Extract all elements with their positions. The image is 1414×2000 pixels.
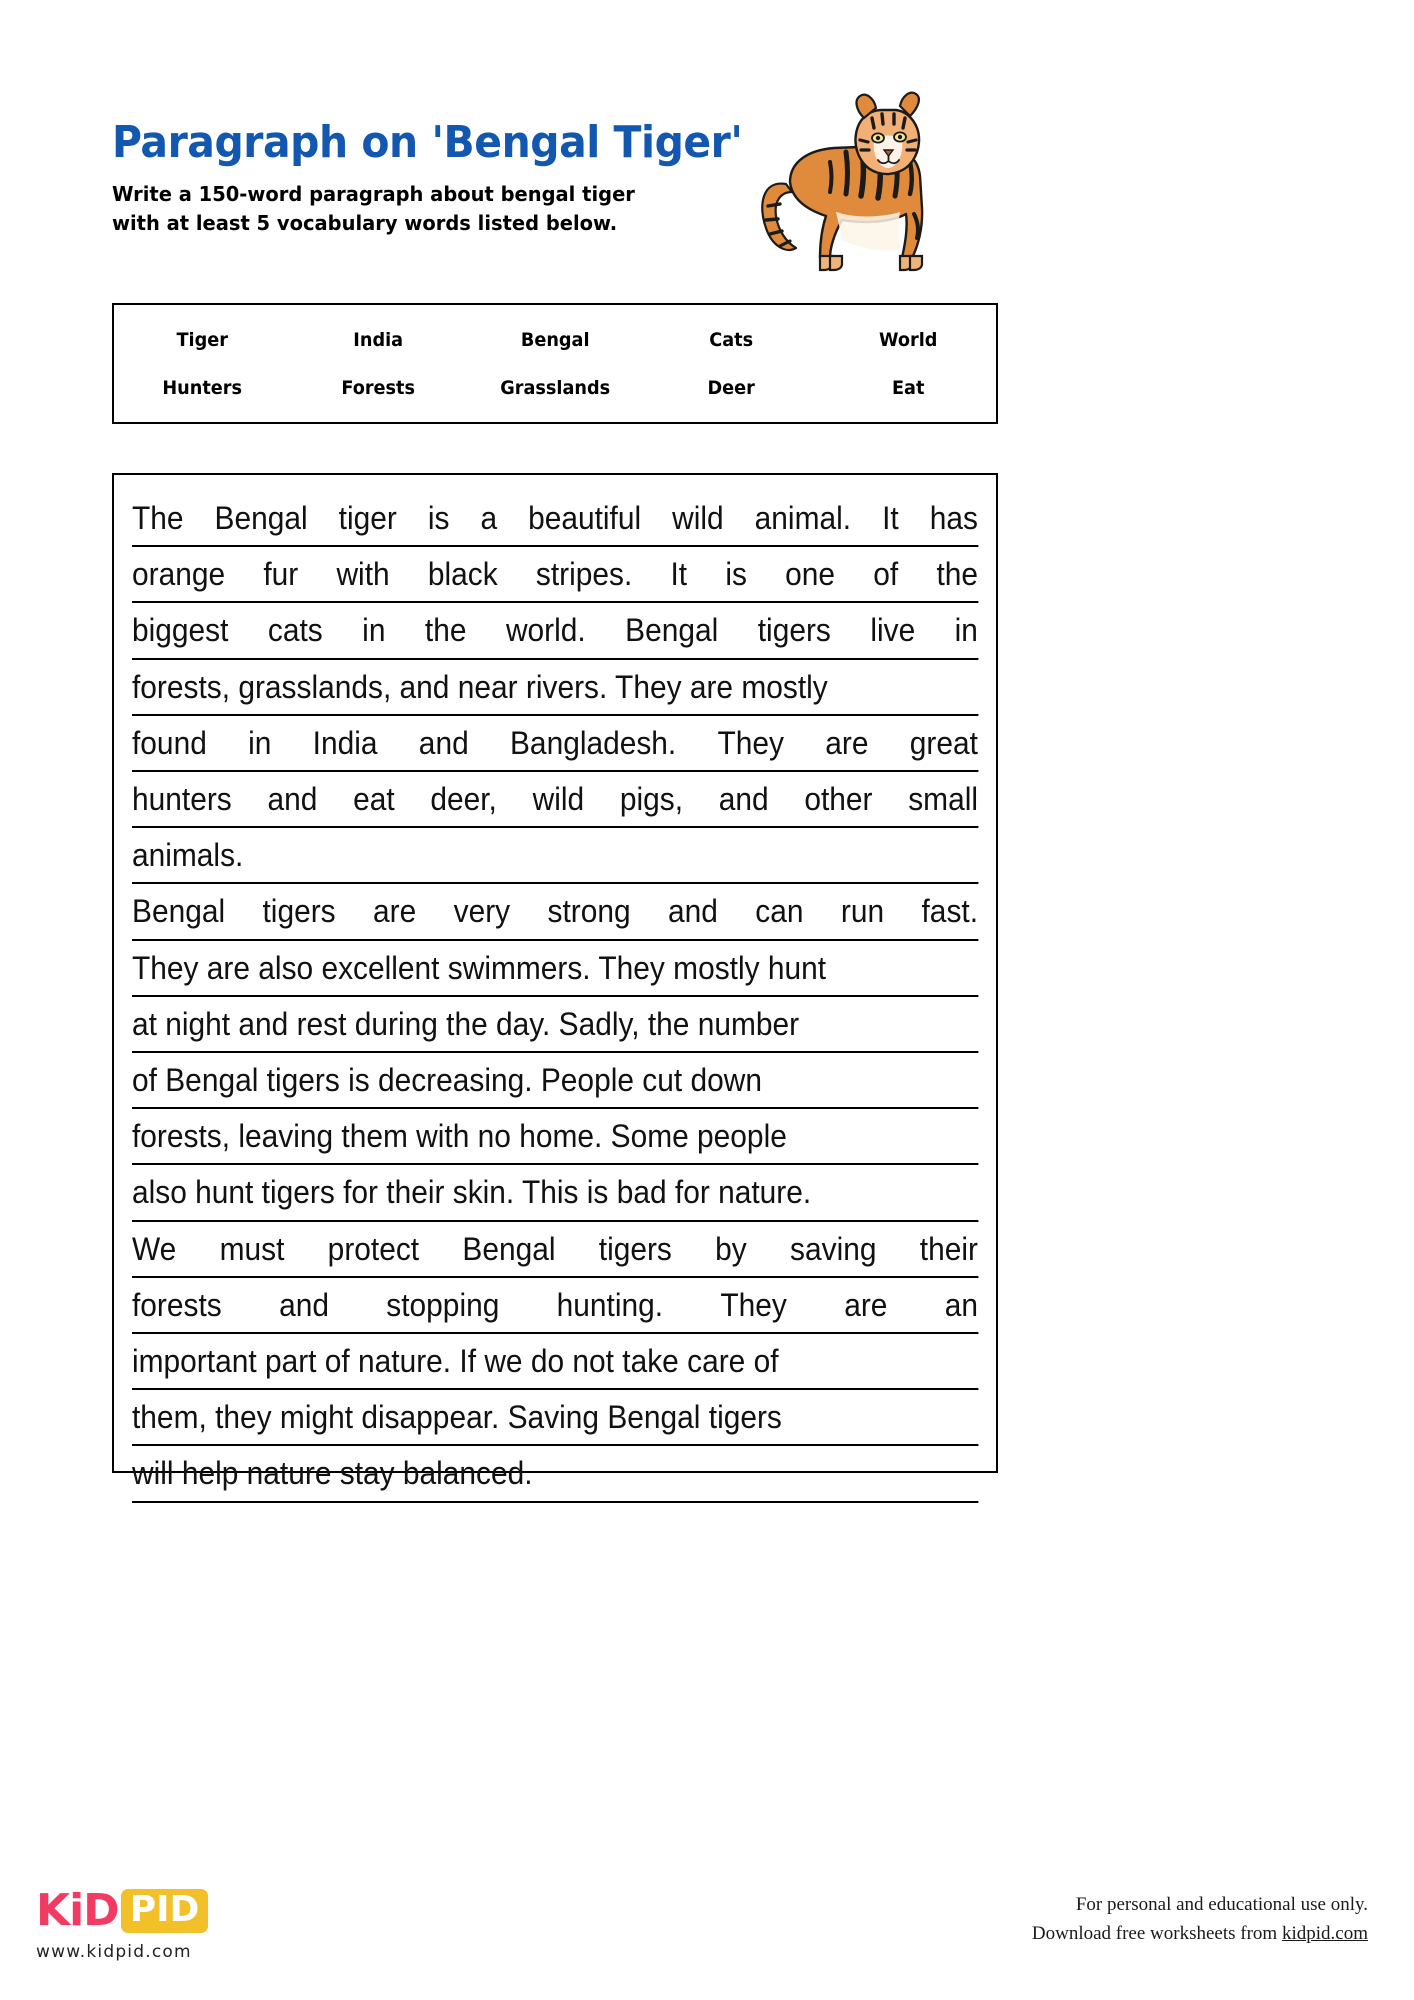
paragraph-word: protect — [327, 1230, 420, 1267]
paragraph-word: and — [279, 1286, 329, 1323]
paragraph-word: world. — [505, 612, 586, 649]
paragraph-word: is — [427, 500, 450, 536]
vocabulary-word: Bengal — [520, 328, 590, 351]
paragraph-word: beautiful — [528, 500, 642, 536]
paragraph-word: wild — [532, 781, 585, 818]
paragraph-word: tiger — [338, 500, 397, 536]
paragraph-word: Bengal — [214, 500, 308, 536]
paragraph-line: animals. — [132, 828, 978, 884]
footer-usage-note — [1032, 1890, 1368, 1949]
paragraph-word: a — [480, 500, 498, 536]
paragraph-word: wild — [672, 500, 724, 536]
paragraph-line: forests, leaving them with no home. Some people — [132, 1109, 978, 1165]
paragraph-word: and — [418, 724, 469, 761]
paragraph-line — [132, 547, 978, 603]
paragraph-word: We — [132, 1230, 177, 1267]
paragraph-word: live — [870, 612, 916, 649]
vocabulary-word: Grasslands — [500, 376, 610, 399]
vocabulary-word: Deer — [707, 376, 756, 399]
kidpid-logo — [36, 1885, 208, 1962]
paragraph-line — [132, 603, 978, 659]
paragraph-word: can — [755, 893, 804, 930]
paragraph-word: are — [373, 893, 417, 930]
paragraph-word: biggest — [132, 612, 229, 649]
logo-text-kid: KiD — [36, 1885, 119, 1936]
vocabulary-word: Forests — [341, 376, 416, 399]
paragraph-word: stopping — [386, 1286, 500, 1323]
paragraph-word: and — [668, 893, 718, 930]
paragraph-line — [132, 491, 978, 547]
kidpid-link[interactable]: kidpid.com — [1281, 1923, 1368, 1945]
vocabulary-word: World — [878, 328, 938, 351]
paragraph-word: cats — [267, 612, 323, 649]
paragraph-word: strong — [547, 893, 631, 930]
paragraph-word: great — [909, 724, 978, 761]
paragraph-word: Bengal — [625, 612, 719, 649]
paragraph-word: of — [873, 556, 899, 593]
paragraph-word: is — [725, 556, 747, 593]
paragraph-word: hunters — [132, 781, 232, 818]
paragraph-line: of Bengal tigers is decreasing. People cut down — [132, 1053, 978, 1109]
paragraph-line: will help nature stay balanced. — [132, 1446, 978, 1502]
paragraph-word: has — [929, 500, 978, 536]
footer-note-line-2 — [1032, 1919, 1368, 1948]
vocabulary-word: India — [353, 328, 404, 351]
paragraph-word: They — [717, 724, 785, 761]
paragraph-word: tigers — [262, 893, 336, 930]
paragraph-word: pigs, — [619, 781, 684, 818]
instructions-text: Write a 150-word paragraph about bengal tiger with at least 5 vocabulary words listed below. — [112, 182, 635, 236]
paragraph-word: the — [424, 612, 467, 649]
paragraph-word: orange — [132, 556, 226, 593]
paragraph-word: tigers — [757, 612, 831, 649]
paragraph-word: very — [453, 893, 511, 930]
paragraph-line: forests, grasslands, and near rivers. They are mostly — [132, 660, 978, 716]
paragraph-line — [132, 716, 978, 772]
paragraph-word: must — [219, 1230, 285, 1267]
vocabulary-word: Tiger — [176, 328, 228, 351]
logo-mark — [36, 1885, 208, 1936]
paragraph-word: their — [919, 1230, 978, 1267]
paragraph-word: fast. — [921, 893, 979, 930]
page-footer — [0, 1880, 1414, 2000]
paragraph-word: and — [267, 781, 318, 818]
paragraph-word: They — [720, 1286, 787, 1323]
paragraph-answer-area[interactable] — [112, 473, 998, 1492]
paragraph-word: deer, — [430, 781, 497, 818]
paragraph-word: are — [844, 1286, 888, 1323]
paragraph-line: at night and rest during the day. Sadly, the number — [132, 997, 978, 1053]
paragraph-word: fur — [263, 556, 299, 593]
paragraph-line — [132, 1222, 978, 1278]
paragraph-word: one — [785, 556, 836, 593]
paragraph-word: found — [132, 724, 207, 761]
paragraph-word: black — [427, 556, 498, 593]
paragraph-line: They are also excellent swimmers. They mostly hunt — [132, 941, 978, 997]
paragraph-word: in — [362, 612, 386, 649]
footer-note-line-1: For personal and educational use only. — [1075, 1894, 1368, 1915]
paragraph-word: in — [248, 724, 272, 761]
logo-text-pid: PID — [121, 1889, 209, 1933]
paragraph-word: run — [840, 893, 885, 930]
paragraph-word: an — [944, 1286, 979, 1323]
paragraph-word: other — [804, 781, 873, 818]
paragraph-word: hunting. — [556, 1286, 664, 1323]
paragraph-word: eat — [353, 781, 395, 818]
paragraph-word: Bengal — [462, 1230, 556, 1267]
paragraph-word: Bangladesh. — [509, 724, 677, 761]
paragraph-word: It — [882, 500, 899, 536]
paragraph-word: tigers — [598, 1230, 672, 1267]
page-title: Paragraph on 'Bengal Tiger' — [112, 117, 743, 168]
paragraph-word: the — [936, 556, 979, 593]
paragraph-line: them, they might disappear. Saving Bengal tigers — [132, 1390, 978, 1446]
vocabulary-word: Eat — [891, 376, 925, 399]
vocabulary-row — [114, 377, 996, 399]
paragraph-line — [132, 772, 978, 828]
paragraph-line: also hunt tigers for their skin. This is bad for nature. — [132, 1165, 978, 1221]
paragraph-word: animal. — [754, 500, 852, 536]
paragraph-word: by — [715, 1230, 747, 1267]
paragraph-word: It — [670, 556, 688, 593]
paragraph-word: forests — [132, 1286, 222, 1323]
paragraph-word: The — [132, 500, 184, 536]
vocabulary-word: Hunters — [162, 376, 243, 399]
paragraph-word: India — [312, 724, 378, 761]
paragraph-word: small — [908, 781, 978, 818]
paragraph-word: in — [954, 612, 978, 649]
paragraph-word: saving — [790, 1230, 877, 1267]
vocabulary-word-bank — [112, 303, 998, 424]
paragraph-line: important part of nature. If we do not take care of — [132, 1334, 978, 1390]
vocabulary-word: Cats — [709, 328, 754, 351]
paragraph-line — [132, 884, 978, 940]
paragraph-word: stripes. — [535, 556, 633, 593]
paragraph-word: and — [718, 781, 769, 818]
paragraph-line — [132, 1278, 978, 1334]
bengal-tiger-illustration — [742, 88, 954, 288]
vocabulary-row — [114, 329, 996, 351]
paragraph-word: with — [336, 556, 390, 593]
paragraph-word: Bengal — [132, 893, 226, 930]
logo-website-url: www.kidpid.com — [36, 1942, 192, 1962]
footer-note-prefix: Download free worksheets from — [1031, 1923, 1282, 1945]
paragraph-word: are — [825, 724, 869, 761]
